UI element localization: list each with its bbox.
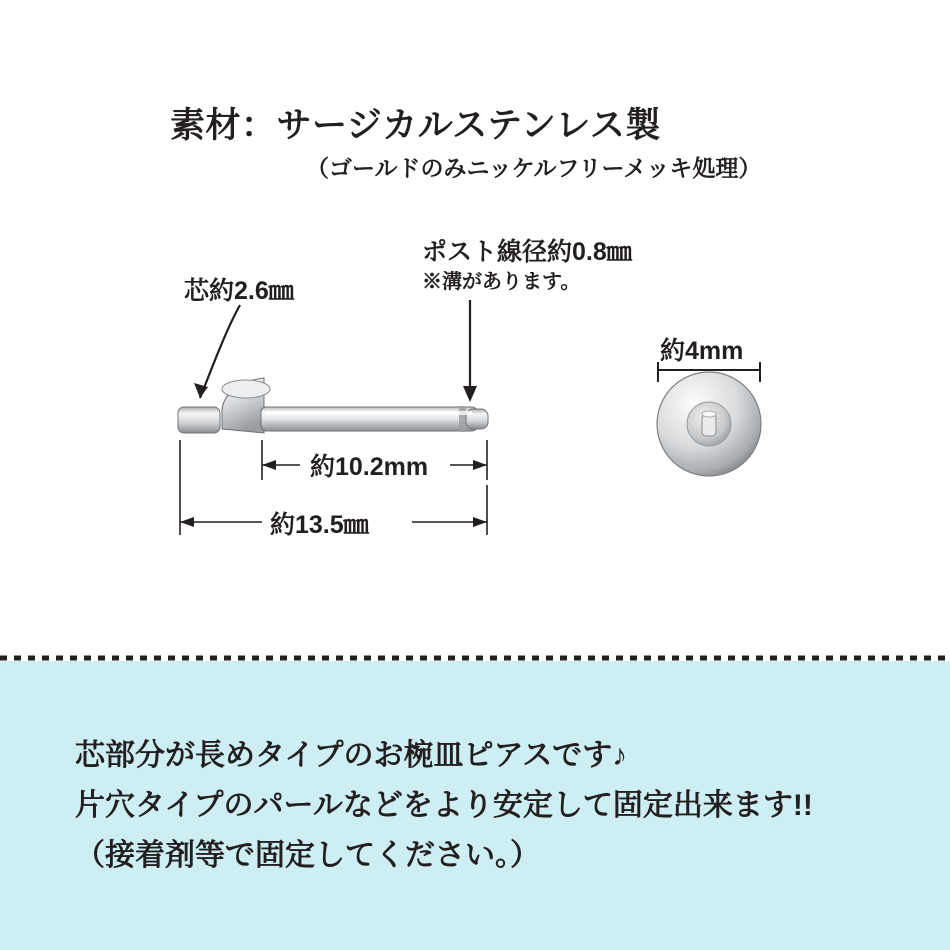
label-core-size: 芯約2.6㎜ — [184, 277, 294, 305]
label-post-diameter: ポスト線径約0.8㎜ — [422, 238, 632, 266]
description-line-1: 芯部分が長めタイプのお椀皿ピアスです♪ — [75, 739, 628, 772]
label-inner-length: 約10.2mm — [310, 453, 429, 481]
description-line-2: 片穴タイプのパールなどをより安定して固定出来ます!! — [75, 789, 813, 822]
label-total-length: 約13.5㎜ — [270, 511, 369, 539]
page-subtitle: （ゴールドのみニッケルフリーメッキ処理） — [306, 155, 762, 181]
page-title: 素材：サージカルステンレス製 — [170, 106, 661, 145]
label-cup-width: 約4mm — [660, 337, 744, 365]
description-line-3: （接着剤等で固定してください。） — [75, 839, 540, 872]
label-post-note: ※溝があります。 — [422, 271, 581, 293]
